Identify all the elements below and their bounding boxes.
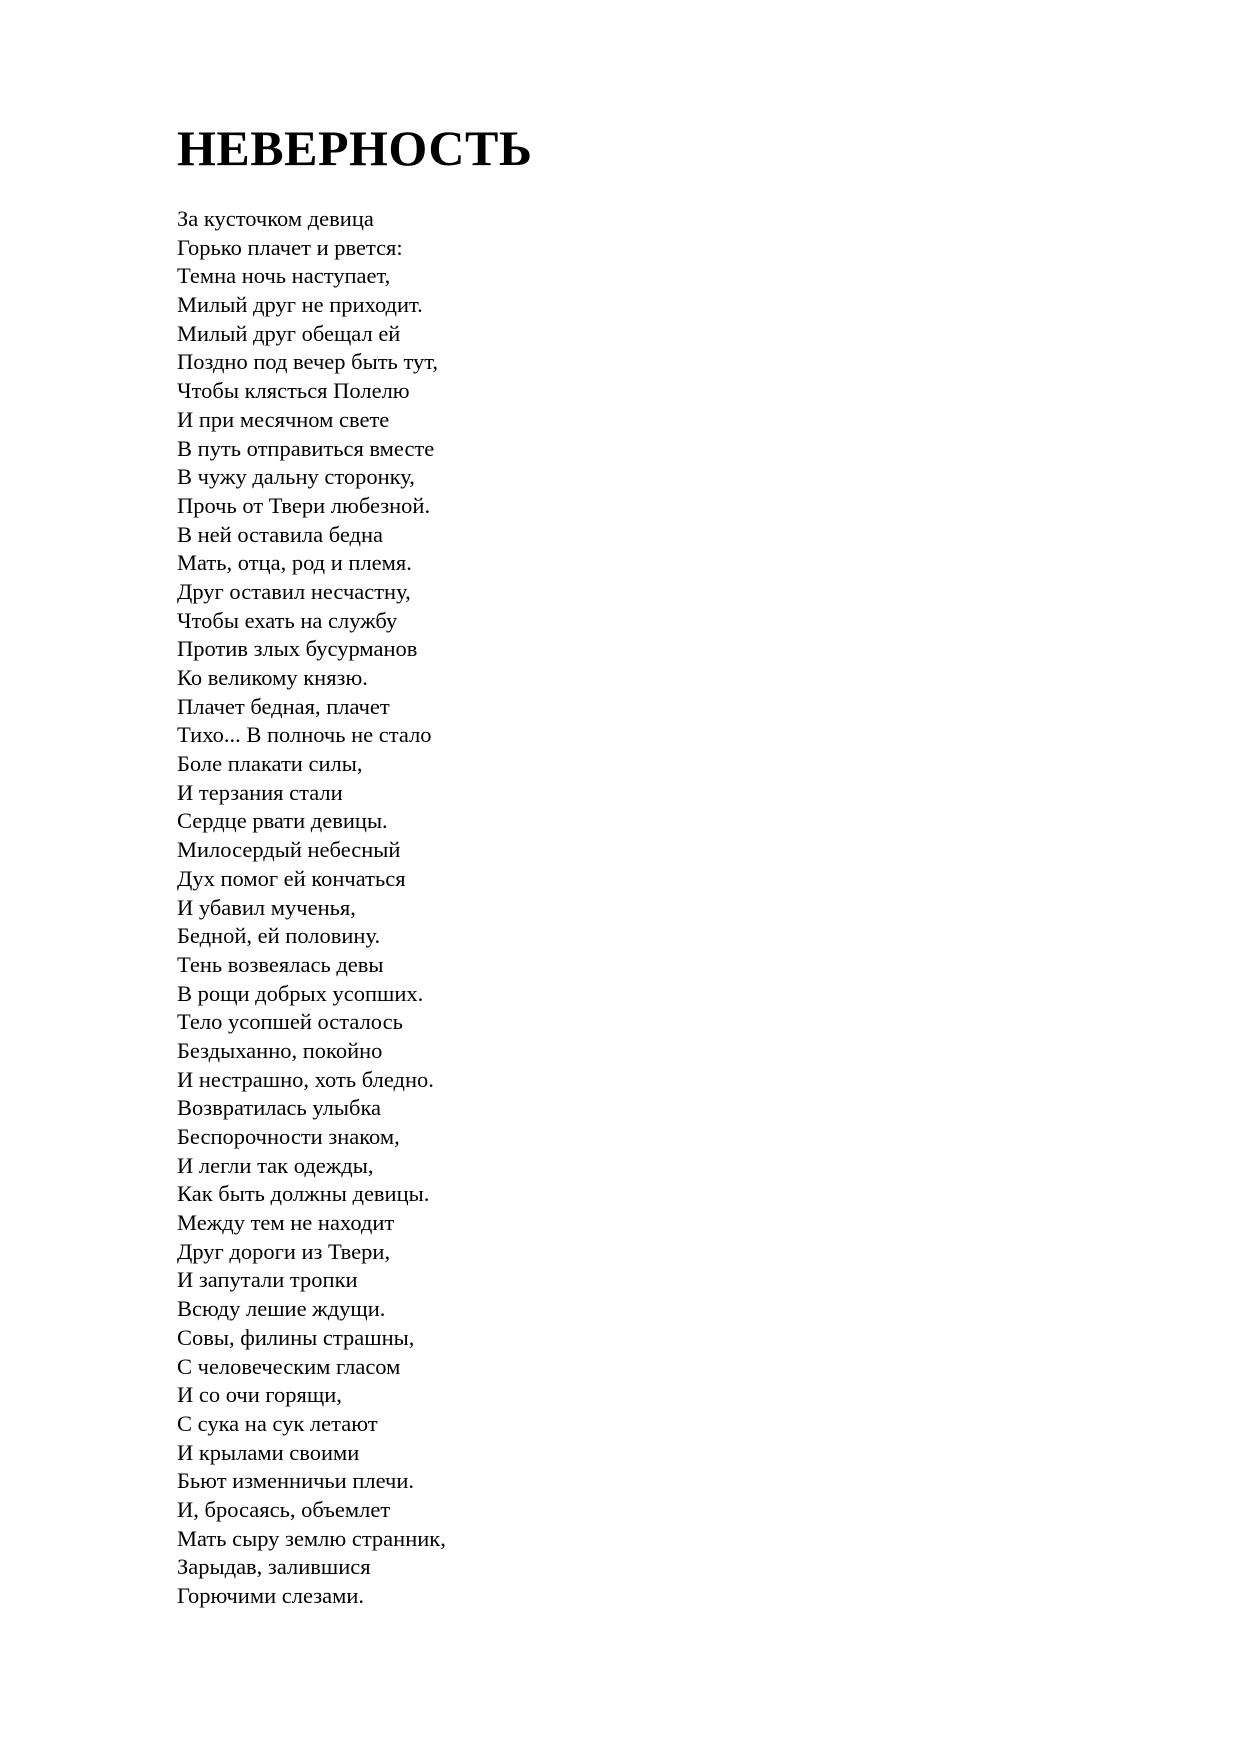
poem-line: Возвратилась улыбка (177, 1095, 382, 1121)
poem-line: И убавил мученья, (177, 894, 356, 920)
poem-line: Тень возвеялась девы (177, 951, 384, 977)
poem-line: Между тем не находит (177, 1210, 395, 1236)
poem-line: Совы, филины страшны, (177, 1324, 415, 1350)
poem-line: Мать, отца, род и племя. (177, 550, 412, 576)
poem-line: Мать сыру землю странник, (177, 1525, 446, 1551)
poem-text (177, 205, 446, 1611)
poem-line: Тело усопшей осталось (177, 1009, 403, 1035)
poem-line: В чужу дальну сторонку, (177, 464, 415, 490)
poem-line: И при месячном свете (177, 406, 390, 432)
poem-line: Бедной, ей половину. (177, 923, 381, 949)
poem-line: Милосердый небесный (177, 837, 401, 863)
poem-line: Всюду лешие ждущи. (177, 1296, 386, 1322)
poem-line: Против злых бусурманов (177, 636, 418, 662)
poem-line: С человеческим гласом (177, 1353, 401, 1379)
poem-line: Бездыханно, покойно (177, 1037, 383, 1063)
poem-line: Горючими слезами. (177, 1583, 364, 1608)
poem-line: И нестрашно, хоть бледно. (177, 1066, 434, 1092)
poem-line: Горько плачет и рвется: (177, 234, 403, 260)
poem-line: В путь отправиться вместе (177, 435, 435, 461)
poem-line: Боле плакати силы, (177, 751, 363, 777)
poem-line: Милый друг не приходит. (177, 292, 423, 318)
poem-line: Бьют изменничьи плечи. (177, 1468, 415, 1494)
poem-line: И терзания стали (177, 779, 343, 805)
poem-line: Плачет бедная, плачет (177, 693, 390, 719)
poem-line: Ко великому князю. (177, 665, 368, 690)
poem-line: Поздно под вечер быть тут, (177, 349, 438, 375)
poem-line: Темна ночь наступает, (177, 263, 391, 289)
poem-line: И со очи горящи, (177, 1382, 342, 1408)
poem-line: Чтобы ехать на службу (177, 607, 398, 633)
poem-line: Сердце рвати девицы. (177, 808, 388, 834)
poem-line: И легли так одежды, (177, 1152, 374, 1178)
poem-line: Друг оставил несчастну, (177, 578, 411, 604)
poem-line: Беспорочности знаком, (177, 1124, 400, 1149)
poem-line: И крылами своими (177, 1439, 360, 1465)
poem-line: Друг дороги из Твери, (177, 1238, 391, 1264)
poem-line: За кусточком девица (177, 206, 374, 231)
poem-line: В ней оставила бедна (177, 521, 384, 547)
poem-line: Дух помог ей кончаться (177, 865, 406, 891)
poem-line: В рощи добрых усопших. (177, 980, 424, 1006)
poem-line: И, бросаясь, объемлет (177, 1496, 391, 1522)
poem-line: Как быть должны девицы. (177, 1181, 430, 1207)
poem-line: Милый друг обещал ей (177, 320, 401, 346)
poem-line: Прочь от Твери любезной. (177, 492, 431, 518)
poem-line: Чтобы клясться Полелю (177, 378, 410, 404)
poem-line: И запутали тропки (177, 1267, 358, 1293)
page-title: НЕВЕРНОСТЬ (177, 120, 533, 176)
poem-line: С сука на сук летают (177, 1410, 378, 1436)
poem-line: Зарыдав, залившися (177, 1554, 371, 1580)
poem-line: Тихо... В полночь не стало (177, 722, 432, 748)
